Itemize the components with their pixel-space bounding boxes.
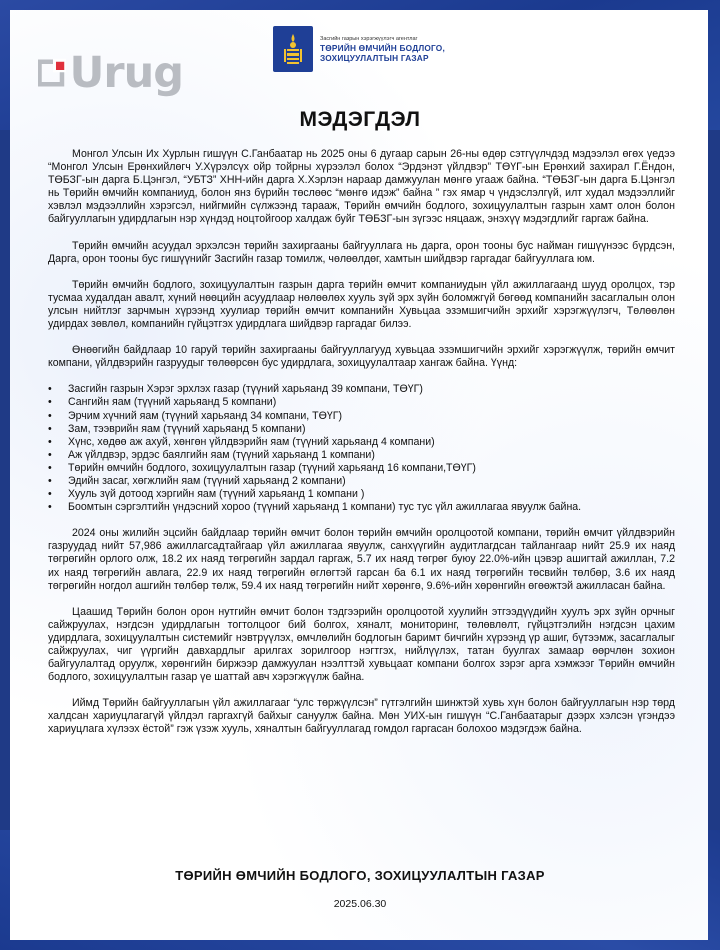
signature-org: ТӨРИЙН ӨМЧИЙН БОДЛОГО, ЗОХИЦУУЛАЛТЫН ГАЗАР xyxy=(175,868,545,883)
list-item: • Зам, тээврийн яам (түүний харьяанд 5 компани) xyxy=(48,423,675,436)
list-item: • Төрийн өмчийн бодлого, зохицуулалтын газар (түүний харьяанд 16 компани,ТӨҮГ) xyxy=(48,462,675,475)
header-org-text xyxy=(320,35,445,63)
header-org-name-2: ЗОХИЦУУЛАЛТЫН ГАЗАР xyxy=(320,53,429,63)
document-date: 2025.06.30 xyxy=(333,898,387,910)
paragraph: Төрийн өмчийн бодлого, зохицуулалтын газрын дарга төрийн өмчит компаниудын үйл ажиллагаанд шууд оролцох, тэр тусмаа худалдан авалт, хүний нөөцийн асуудлаар нөлөөлөх хууль зүй эрх зүйн боломжгүй бөгөөд компанийн засаглалын олон улсын нийтлэг зарчмын хүрээнд хуулиар төрийн өмчит компанийн Хувьцаа эзэмшигчийн эрхийг хэрэгжүүлэгч, Төлөөлөн удирдах зөвлөл, компанийн гүйцэтгэх удирдлага шийдвэр гаргадаг билээ. xyxy=(48,278,675,331)
paragraph: Монгол Улсын Их Хурлын гишүүн С.Ганбаатар нь 2025 оны 6 дугаар сарын 26-ны өдөр сэтгүүлчдэд мэдээлэл өгөх үедээ “Монгол Улсын Ерөнхийлөгч У.Хүрэлсүх ойр тойрны хүрээлэл болох “Эрдэнэт үйлдвэр” ТӨҮГ-ын Ерөнхий захирал Г.Ёндон, ТӨБЗГ-ын дарга Б.Цэнгэл, “УБТЗ” ХНН-ийн дарга Х.Хэрлэн нараар дамжуулан мөнгө угааж байна. “ТӨБЗГ-ын дарга Б.Цэнгэл нь Төрийн өмчийн компаниуд, болон янз бүрийн төслөөс “мөнгө идэж” байна ” гэх ямар ч үндэслэлгүй, илт худал мэдээллийг хэвлэл мэдээллийн хэрэгсэл, нийгмийн сүлжээнд тарааж, Төрийн өмчийн бодлого, зохицуулалтын газрын хамт олон болон байгууллагын удирдлагын нэр хүндэд ноцтойгоор халдаж буйг ТӨБЗГ-ын зүгээс няцааж, энэхүү мэдэгдлийг гаргаж байна. xyxy=(48,148,675,226)
organization-list xyxy=(48,383,675,514)
header-org-logo xyxy=(273,26,473,72)
paragraph: Иймд Төрийн байгууллагын үйл ажиллагааг “улс төржүүлсэн” гүтгэлгийн шинжтэй хувь хүн болон байгууллагын нэр төрд халдсан хариуцлагагүй үйлдэл гаргахгүй байхыг сануулж байна. Мөн УИХ-ын гишүүн “С.Ганбаатарыг дээрх хэлсэн үгэндээ хариуцлага хүлээх ёстой” гэж үзэж хууль, хяналтын байгууллагад гомдол гаргасан болохоо мэдэгдэж байна. xyxy=(48,697,675,736)
urug-watermark-text: Urug xyxy=(69,48,183,98)
paragraph: Төрийн өмчийн асуудал эрхэлсэн төрийн захиргааны байгууллага нь дарга, орон тооны бус найман гишүүнээс бүрдсэн, Дарга, орон тооны бус гишүүнийг Засгийн газар томилж, чөлөөлдөг, хамтын шийдвэр гаргадаг байгууллага юм. xyxy=(48,239,675,265)
paragraph: Өнөөгийн байдлаар 10 гаруй төрийн захиргааны байгууллагууд хувьцаа эзэмшигчийн эрхийг хэрэгжүүлж, төрийн өмчит компани, үйлдвэрийн газруудыг төлөөрсөн бус удирдлага, зохицуулалтаар хангаж байна. Үүнд: xyxy=(48,344,675,370)
header-org-name-1: ТӨРИЙН ӨМЧИЙН БОДЛОГО, xyxy=(320,43,445,53)
header-org-tagline: Засгийн газрын хэрэгжүүлэгч агентлаг xyxy=(320,36,418,42)
list-item: • Сангийн яам (түүний харьяанд 5 компани) xyxy=(48,396,675,409)
document-body xyxy=(48,148,675,750)
list-item: • Хууль зүй дотоод хэргийн яам (түүний харьяанд 1 компани ) xyxy=(48,488,675,501)
paragraph: Цаашид Төрийн болон орон нутгийн өмчит болон тэдгээрийн оролцоотой хуулийн этгээдүүдийн хуулъ эрх зүйн орчныг сайжруулах, нэгдсэн удирдлагын тогтолцоог бий болгох, хяналт, мониторинг, төлөвлөлт, гүйцэтгэлийн нэгдсэн цахим удирдлага, зохицуулалтын системийг нэвтрүүлэх, өмчлөлийн бодлогын баримт бичгийн хүрээнд үр ашиг, бүтээмж, засаглалыг сайжруулах, чиг үүргийн давхардлыг арилгах зорилгоор нэгтгэх, нийлүүлэх, татан буулгах замаар өөрчлөн зохион байгуулалтад оруулж, хөрөнгийн биржээр дамжуулан нээлттэй хувьцаат компани болгох зэрэг арга хэмжээг Төрийн өмчийн бодлого, зохицуулалтын газар үе шаттай авч хэрэгжүүлж байна. xyxy=(48,605,675,684)
paragraph: 2024 оны жилийн эцсийн байдлаар төрийн өмчит болон төрийн өмчийн оролцоотой компани, төрийн өмчит үйлдвэрийн газруудад нийт 57,986 ажиллагсадтайгаар үйл ажиллагаа явуулж, санхүүгийн аудитлагдсан тайлангаар нийт 25.9 их наяд төгрөгийн орлого олж, 18.2 их наяд төгрөгийн зардал гаргаж, 5.7 их наяд төгрөг буюу 22.0%-ийн цэвэр ашигтай ажиллан, 7.2 их наяд төгрөгийн авлага, 22.9 их наяд төгрөгийн өглөгтэй гарсан ба 6.1 их наяд төгрөгийн төсвийн төлбөр, 3.6 их наяд төгрөгийн ногдол ашгийн төлбөр төлж, 59.4 их наяд төгрөгийн нийт хөрөнгө, 9.6%-ийн хөрөнгийн өгөөжтэй ажилласан байна. xyxy=(48,527,675,592)
urug-watermark xyxy=(38,48,183,98)
soyombo-emblem-icon xyxy=(273,26,313,72)
list-item: • Эрчим хүчний яам (түүний харьяанд 34 компани, ТӨҮГ) xyxy=(48,410,675,423)
document-title: МЭДЭГДЭЛ xyxy=(299,108,421,131)
list-item: • Эдийн засаг, хөгжлийн яам (түүний харьяанд 2 компани) xyxy=(48,475,675,488)
list-item: • Хүнс, хөдөө аж ахуй, хөнгөн үйлдвэрийн яам (түүний харьяанд 4 компани) xyxy=(48,436,675,449)
list-item: • Засгийн газрын Хэрэг эрхлэх газар (түүний харьяанд 39 компани, ТӨҮГ) xyxy=(48,383,675,396)
list-item: • Аж үйлдвэр, эрдэс баялгийн яам (түүний харьяанд 1 компани) xyxy=(48,449,675,462)
list-item: • Боомтын сэргэлтийн үндэсний хороо (түүний харьяанд 1 компани) тус тус үйл ажиллагаа явуулж байна. xyxy=(48,501,675,514)
urug-logo-icon xyxy=(38,54,66,92)
